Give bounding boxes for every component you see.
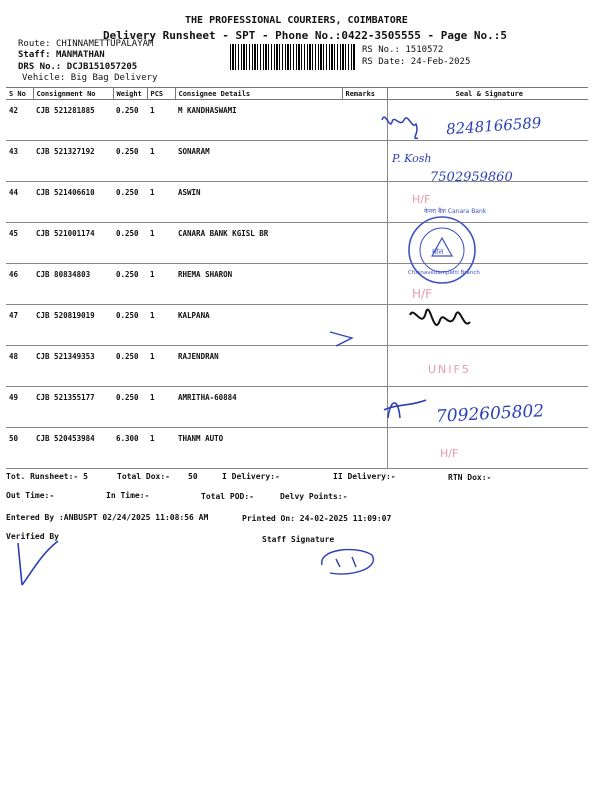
staff-line [18, 50, 105, 60]
handwritten-hf-row50: H/F [440, 447, 459, 460]
cell-weight: 0.250 [113, 387, 147, 428]
table-header-row [6, 88, 588, 100]
total-dox-value: 50 [188, 472, 198, 481]
cell-consignment: CJB 521001174 [33, 223, 113, 264]
drs-line [18, 62, 137, 72]
cell-sno: 45 [6, 223, 33, 264]
i-delivery: I Delivery:- [222, 472, 280, 481]
staff-value: MANMATHAN [55, 50, 105, 60]
vehicle-line [22, 73, 157, 83]
cell-pcs: 1 [147, 264, 175, 305]
cell-weight: 0.250 [113, 141, 147, 182]
cell-consignee: ASWIN [175, 182, 342, 223]
col-consignment: Consignment No [33, 88, 113, 100]
cell-consignment: CJB 521327192 [33, 141, 113, 182]
cell-sno: 43 [6, 141, 33, 182]
stamp-text-top: केनरा बैंक Canara Bank [424, 208, 487, 215]
drs-value: DCJB151057205 [66, 62, 138, 72]
cell-sno: 49 [6, 387, 33, 428]
rs-date-value: 24-Feb-2025 [410, 57, 471, 67]
barcode [230, 44, 356, 70]
rs-date-label: RS Date: [362, 57, 406, 67]
handwritten-phone-row43: 7502959860 [430, 170, 513, 185]
cell-consignee: AMRITHA-60884 [175, 387, 342, 428]
cell-consignment: CJB 521355177 [33, 387, 113, 428]
entered-by: Entered By :ANBUSPT 02/24/2025 11:08:56 AM [6, 513, 209, 522]
ii-delivery: II Delivery:- [333, 472, 396, 481]
col-pcs: PCS [147, 88, 175, 100]
staff-label: Staff: [18, 50, 51, 60]
handwritten-hf-row44: H/F [412, 193, 431, 206]
cell-pcs: 1 [147, 141, 175, 182]
cell-weight: 0.250 [113, 305, 147, 346]
cell-pcs: 1 [147, 305, 175, 346]
col-remarks: Remarks [342, 88, 387, 100]
cell-sno: 48 [6, 346, 33, 387]
verified-signature-icon [18, 541, 58, 585]
cell-weight: 0.250 [113, 223, 147, 264]
total-pod: Total POD:- [201, 492, 254, 501]
handwritten-name-row43: P. Kosh [392, 152, 432, 165]
rs-no-value: 1510572 [405, 45, 444, 55]
route-value: CHINNAMETTUPALAYAM [55, 39, 154, 49]
rs-no-line [362, 45, 443, 55]
cell-consignment: CJB 520819019 [33, 305, 113, 346]
col-weight: Weight [113, 88, 147, 100]
cell-pcs: 1 [147, 100, 175, 141]
arrow-mark-icon [330, 332, 352, 346]
cell-weight: 0.250 [113, 346, 147, 387]
cell-consignment: CJB 521281885 [33, 100, 113, 141]
cell-pcs: 1 [147, 223, 175, 264]
rs-date-line [362, 57, 470, 67]
cell-weight: 6.300 [113, 428, 147, 469]
vehicle-label: Vehicle: [22, 73, 66, 83]
col-seal-signature: Seal & Signature [387, 88, 588, 100]
col-sno: S No [6, 88, 33, 100]
out-time: Out Time:- [6, 491, 55, 500]
verified-by: Verified By [6, 532, 59, 541]
cell-sno: 47 [6, 305, 33, 346]
signature-row47-icon [410, 310, 470, 325]
route-line [18, 39, 153, 49]
handwritten-hf-row46: H/F [412, 287, 432, 301]
cell-weight: 0.250 [113, 264, 147, 305]
cell-pcs: 1 [147, 428, 175, 469]
rtn-dox: RTN Dox:- [448, 473, 492, 482]
cell-consignee: KALPANA [175, 305, 342, 346]
route-label: Route: [18, 39, 51, 49]
cell-weight: 0.250 [113, 182, 147, 223]
handwritten-mark-row48: UNIF5 [428, 363, 471, 376]
signature-row49-icon [384, 400, 426, 418]
cell-consignee: CANARA BANK KGISL BR [175, 223, 342, 264]
total-dox-label: Total Dox:- [117, 472, 170, 481]
tot-runsheet: Tot. Runsheet:- 5 [6, 472, 88, 481]
footer-signatures [0, 535, 420, 595]
delvy-points: Delvy Points:- [280, 492, 348, 501]
printed-on: Printed On: 24-02-2025 11:09:07 [242, 514, 392, 523]
in-time: In Time:- [106, 491, 150, 500]
vehicle-value: Big Bag Delivery [70, 73, 158, 83]
cell-sno: 50 [6, 428, 33, 469]
cell-weight: 0.250 [113, 100, 147, 141]
cell-consignee: SONARAM [175, 141, 342, 182]
col-consignee: Consignee Details [175, 88, 342, 100]
stamp-text-bottom: Chinnavedampatti Branch [408, 270, 480, 276]
cell-pcs: 1 [147, 182, 175, 223]
staff-signature-label: Staff Signature [262, 535, 335, 544]
signature-row42-icon [382, 117, 418, 138]
cell-consignee: RHEMA SHARON [175, 264, 342, 305]
staff-signature-icon [322, 550, 374, 574]
cell-consignment: CJB 521349353 [33, 346, 113, 387]
cell-consignment: CJB 520453984 [33, 428, 113, 469]
runsheet-title: Delivery Runsheet - SPT - Phone No.:0422-3505555 - Page No.:5 [103, 29, 507, 42]
cell-sno: 46 [6, 264, 33, 305]
cell-sno: 44 [6, 182, 33, 223]
company-name: THE PROFESSIONAL COURIERS, COIMBATORE [185, 15, 408, 26]
handwritten-phone-row49: 7092605802 [435, 401, 545, 427]
stamp-text-center: सील [432, 248, 444, 256]
cell-consignee: RAJENDRAN [175, 346, 342, 387]
cell-pcs: 1 [147, 387, 175, 428]
cell-sno: 42 [6, 100, 33, 141]
cell-consignment: CJB 80834803 [33, 264, 113, 305]
rs-no-label: RS No.: [362, 45, 400, 55]
drs-label: DRS No.: [18, 62, 62, 72]
handwritten-phone-row42: 8248166589 [445, 113, 542, 139]
cell-consignee: THANM AUTO [175, 428, 342, 469]
cell-consignment: CJB 521406610 [33, 182, 113, 223]
cell-consignee: M KANDHASWAMI [175, 100, 342, 141]
cell-pcs: 1 [147, 346, 175, 387]
